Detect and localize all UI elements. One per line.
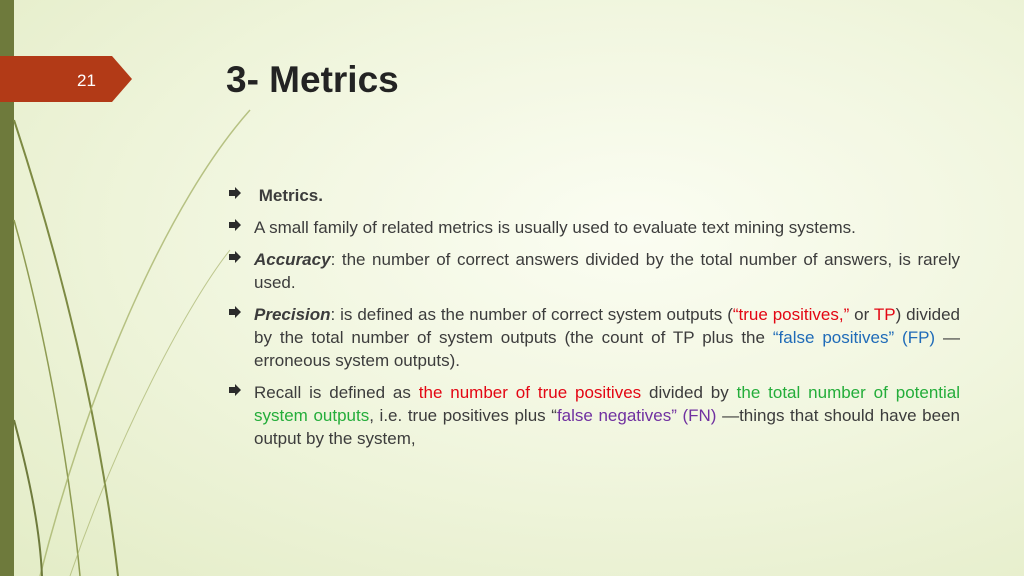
slide-number-tag: [0, 56, 132, 102]
highlight-true-positives: the number of true positives: [418, 383, 642, 402]
highlight-tp: TP: [873, 305, 896, 324]
highlight-false-negatives: false negatives” (FN): [556, 406, 717, 425]
highlight-false-positives: “false positives” (FP): [772, 328, 936, 347]
bullet-list: [228, 184, 960, 459]
right-arrow-icon: [228, 186, 242, 200]
term-precision: Precision: [254, 305, 331, 324]
bullet-item: [228, 216, 960, 239]
bullet-item: Recall is defined as the number of true positives divided by the total number of potential system outputs, i.e. true positives plus “false negatives” (FN) —things that should have been output by the system,: [228, 381, 960, 450]
term-accuracy: Accuracy: [254, 250, 331, 269]
bullet-text: A small family of related metrics is usually used to evaluate text mining systems.: [254, 218, 856, 237]
bullet-item: [228, 184, 960, 207]
bullet-item: Precision: is defined as the number of correct system outputs (“true positives,” or TP) divided by the total number of system outputs (the count of TP plus the “false positives” (FP) —erroneous system outputs).: [228, 303, 960, 372]
highlight-true-positives: “true positives,”: [732, 305, 850, 324]
bullet-text: : the number of correct answers divided by the total number of answers, is rarely used.: [254, 250, 960, 292]
highlight-potential-outputs: the total number of potential system outputs: [254, 383, 961, 425]
right-arrow-icon: [228, 218, 242, 232]
bullet-label: Metrics.: [258, 186, 323, 205]
right-arrow-icon: [228, 305, 242, 319]
slide-title: 3- Metrics: [226, 59, 399, 100]
slide-number: 21: [77, 71, 96, 90]
right-arrow-icon: [228, 250, 242, 264]
right-arrow-icon: [228, 383, 242, 397]
bullet-item: [228, 248, 960, 294]
